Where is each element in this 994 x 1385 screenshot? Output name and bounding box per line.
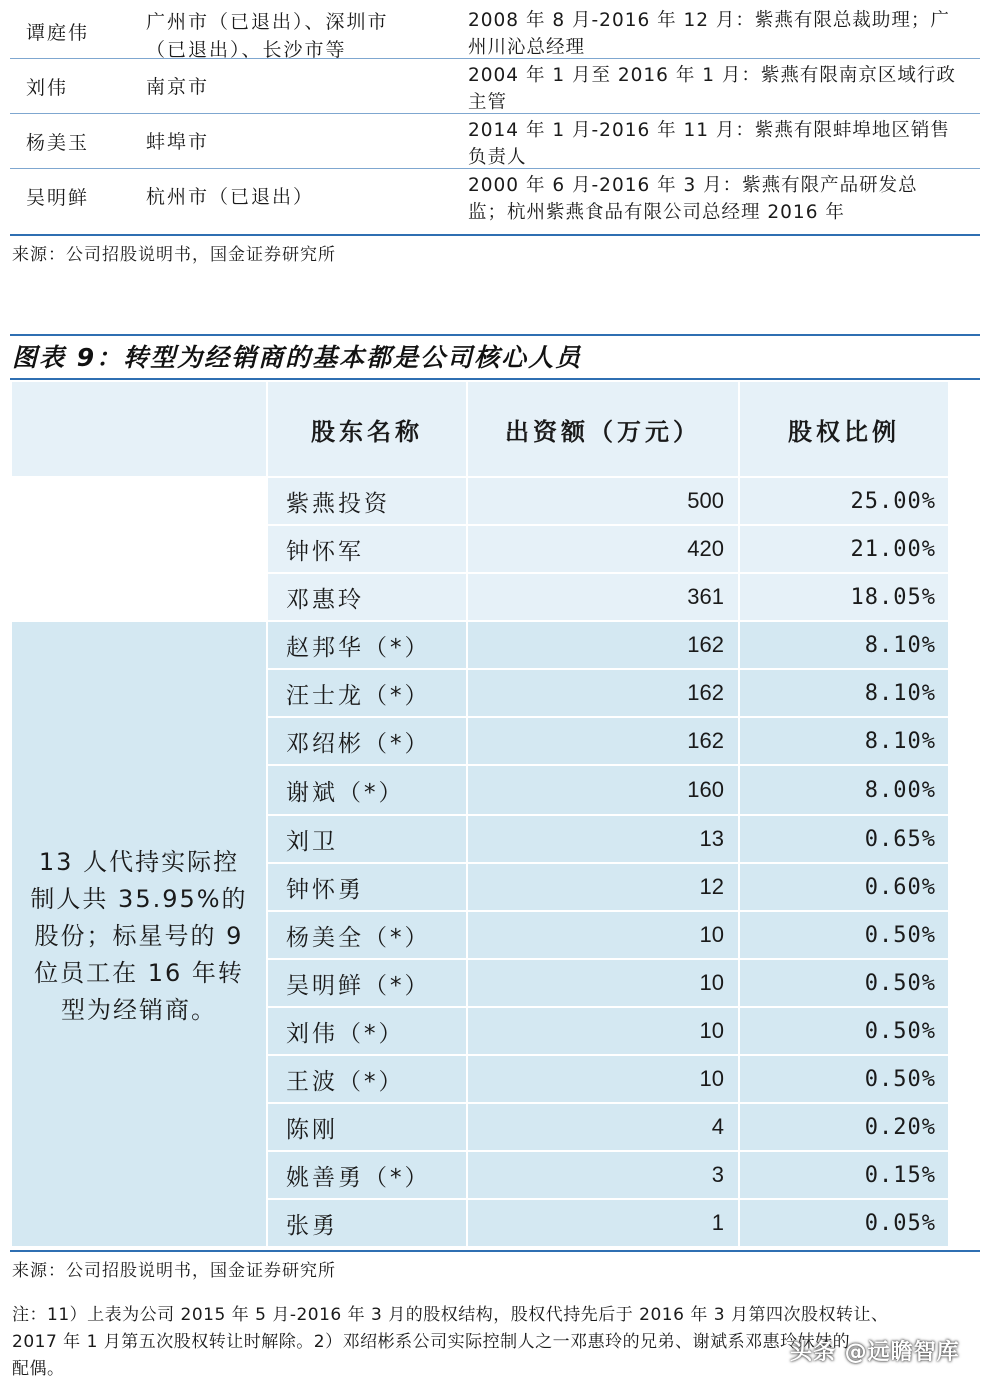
table-bottom-rule [10, 1250, 980, 1252]
shareholder-name: 汪士龙（*） [286, 682, 431, 709]
capital-amount: 4 [711, 1114, 724, 1139]
table-cell [268, 766, 468, 816]
table-cell [468, 766, 740, 816]
table-cell [468, 912, 740, 960]
shareholder-name: 刘卫 [286, 828, 338, 855]
capital-amount: 10 [699, 1066, 724, 1091]
table-cell [268, 670, 468, 718]
person-name: 吴明鲜 [26, 187, 90, 209]
table-cell [468, 1056, 740, 1104]
table-cell [268, 960, 468, 1008]
table-cell [740, 622, 950, 670]
header-blank-cell [12, 382, 268, 478]
capital-amount: 162 [687, 680, 724, 705]
group-note: 13 人代持实际控 制人共 35.95%的 股份；标星号的 9 位员工在 16 年转 型为经销商。 [30, 848, 248, 1024]
equity-ratio: 8.10% [864, 632, 936, 658]
table-cell [268, 1008, 468, 1056]
equity-ratio: 21.00% [850, 536, 936, 562]
capital-amount: 13 [699, 826, 724, 851]
equity-ratio: 0.15% [864, 1162, 936, 1188]
table-row [10, 169, 980, 224]
footnote: 注：11）上表为公司 2015 年 5 月-2016 年 3 月的股权结构，股权代持先后于 2016 年 3 月第四次股权转让、 2017 年 1 月第五次股权转让时解除。2）邓绍彬系公司实际控制人之一邓惠玲的兄弟、谢斌系邓惠玲妹妹的 配偶。 [12, 1305, 889, 1379]
shareholder-name: 吴明鲜（*） [286, 972, 431, 999]
shareholder-name: 邓惠玲 [286, 586, 364, 613]
person-city: 南京市 [146, 75, 210, 98]
person-experience: 2008 年 8 月-2016 年 12 月：紫燕有限总裁助理；广 州川沁总经理 [468, 10, 950, 58]
source-note: 来源：公司招股说明书，国金证券研究所 [12, 245, 336, 265]
group-blank-cell [12, 478, 268, 622]
table-cell [740, 766, 950, 816]
table-cell [468, 816, 740, 864]
table-cell [268, 1152, 468, 1200]
shareholder-name: 陈刚 [286, 1116, 338, 1143]
equity-ratio: 18.05% [850, 584, 936, 610]
capital-amount: 420 [687, 536, 724, 561]
equity-ratio: 8.10% [864, 728, 936, 754]
table-cell [468, 1200, 740, 1248]
person-experience: 2014 年 1 月-2016 年 11 月：紫燕有限蚌埠地区销售 负责人 [468, 120, 950, 168]
table-row [10, 59, 980, 114]
table-cell [468, 1104, 740, 1152]
shareholder-name: 钟怀勇 [286, 876, 364, 903]
capital-amount: 10 [699, 970, 724, 995]
table-cell [468, 526, 740, 574]
figure-title-bottom-rule [10, 378, 980, 380]
equity-ratio: 0.65% [864, 826, 936, 852]
table-cell [268, 816, 468, 864]
shareholder-name: 钟怀军 [286, 538, 364, 565]
capital-amount: 500 [687, 488, 724, 513]
shareholder-name: 刘伟（*） [286, 1020, 405, 1047]
source-note: 来源：公司招股说明书，国金证券研究所 [12, 1261, 336, 1281]
table-cell [740, 1008, 950, 1056]
equity-ratio: 0.50% [864, 1066, 936, 1092]
capital-amount: 3 [711, 1162, 724, 1187]
equity-structure-table [12, 382, 950, 1248]
table-cell [740, 912, 950, 960]
table-cell [268, 1200, 468, 1248]
person-city: 广州市（已退出）、深圳市 （已退出）、长沙市等 [146, 11, 389, 61]
watermark: 头条 @远瞻智库 [790, 1340, 960, 1365]
shareholder-name: 赵邦华（*） [286, 634, 431, 661]
shareholder-name: 谢斌（*） [286, 779, 405, 806]
table-cell [740, 1200, 950, 1248]
equity-ratio: 0.20% [864, 1114, 936, 1140]
figure-title-top-rule [10, 334, 980, 336]
capital-amount: 12 [699, 874, 724, 899]
table-cell [268, 478, 468, 526]
table-cell [468, 622, 740, 670]
table-cell [740, 718, 950, 766]
table-cell [468, 670, 740, 718]
shareholder-name: 姚善勇（*） [286, 1164, 431, 1191]
shareholder-background-table [10, 4, 980, 224]
table-cell [740, 478, 950, 526]
person-experience: 2000 年 6 月-2016 年 3 月：紫燕有限产品研发总 监；杭州紫燕食品有限公司总经理 2016 年 [468, 175, 918, 223]
header-equity-ratio: 股权比例 [740, 382, 950, 478]
equity-ratio: 25.00% [850, 488, 936, 514]
table-cell [268, 912, 468, 960]
table-cell [468, 1152, 740, 1200]
table-cell [268, 574, 468, 622]
equity-ratio: 8.00% [864, 777, 936, 803]
shareholder-name: 张勇 [286, 1212, 338, 1239]
capital-amount: 1 [711, 1210, 724, 1235]
equity-ratio: 8.10% [864, 680, 936, 706]
table-cell [268, 1056, 468, 1104]
table-row [10, 114, 980, 169]
table-cell [740, 864, 950, 912]
table-cell [740, 1152, 950, 1200]
table-cell [740, 670, 950, 718]
table-cell [740, 816, 950, 864]
table-cell [740, 1104, 950, 1152]
equity-ratio: 0.50% [864, 1018, 936, 1044]
capital-amount: 10 [699, 922, 724, 947]
shareholder-name: 王波（*） [286, 1068, 405, 1095]
person-name: 谭庭伟 [26, 22, 90, 44]
table-cell [740, 574, 950, 622]
table-bottom-rule [10, 234, 980, 236]
table-cell [468, 960, 740, 1008]
capital-amount: 10 [699, 1018, 724, 1043]
shareholder-name: 邓绍彬（*） [286, 730, 431, 757]
header-shareholder-name: 股东名称 [268, 382, 468, 478]
person-name: 杨美玉 [26, 132, 90, 154]
person-experience: 2004 年 1 月至 2016 年 1 月：紫燕有限南京区域行政 主管 [468, 65, 956, 113]
capital-amount: 162 [687, 632, 724, 657]
capital-amount: 160 [687, 777, 724, 802]
equity-ratio: 0.05% [864, 1210, 936, 1236]
table-cell [268, 622, 468, 670]
table-row [10, 4, 980, 59]
table-cell [268, 864, 468, 912]
figure-title: 图表 9：转型为经销商的基本都是公司核心人员 [12, 343, 583, 372]
equity-ratio: 0.50% [864, 922, 936, 948]
table-cell [468, 1008, 740, 1056]
capital-amount: 162 [687, 728, 724, 753]
capital-amount: 361 [687, 584, 724, 609]
table-cell [268, 1104, 468, 1152]
table-cell [268, 718, 468, 766]
group-note-cell [12, 622, 268, 1248]
table-cell [468, 478, 740, 526]
table-cell [268, 526, 468, 574]
equity-ratio: 0.60% [864, 874, 936, 900]
table-cell [740, 960, 950, 1008]
table-cell [468, 574, 740, 622]
table-cell [740, 1056, 950, 1104]
shareholder-name: 杨美全（*） [286, 924, 431, 951]
header-capital-amount: 出资额（万元） [468, 382, 740, 478]
person-city: 杭州市（已退出） [146, 185, 315, 208]
table-cell [468, 864, 740, 912]
equity-ratio: 0.50% [864, 970, 936, 996]
table-cell [740, 526, 950, 574]
table-cell [468, 718, 740, 766]
person-city: 蚌埠市 [146, 130, 210, 153]
person-name: 刘伟 [26, 77, 69, 99]
shareholder-name: 紫燕投资 [286, 490, 390, 517]
